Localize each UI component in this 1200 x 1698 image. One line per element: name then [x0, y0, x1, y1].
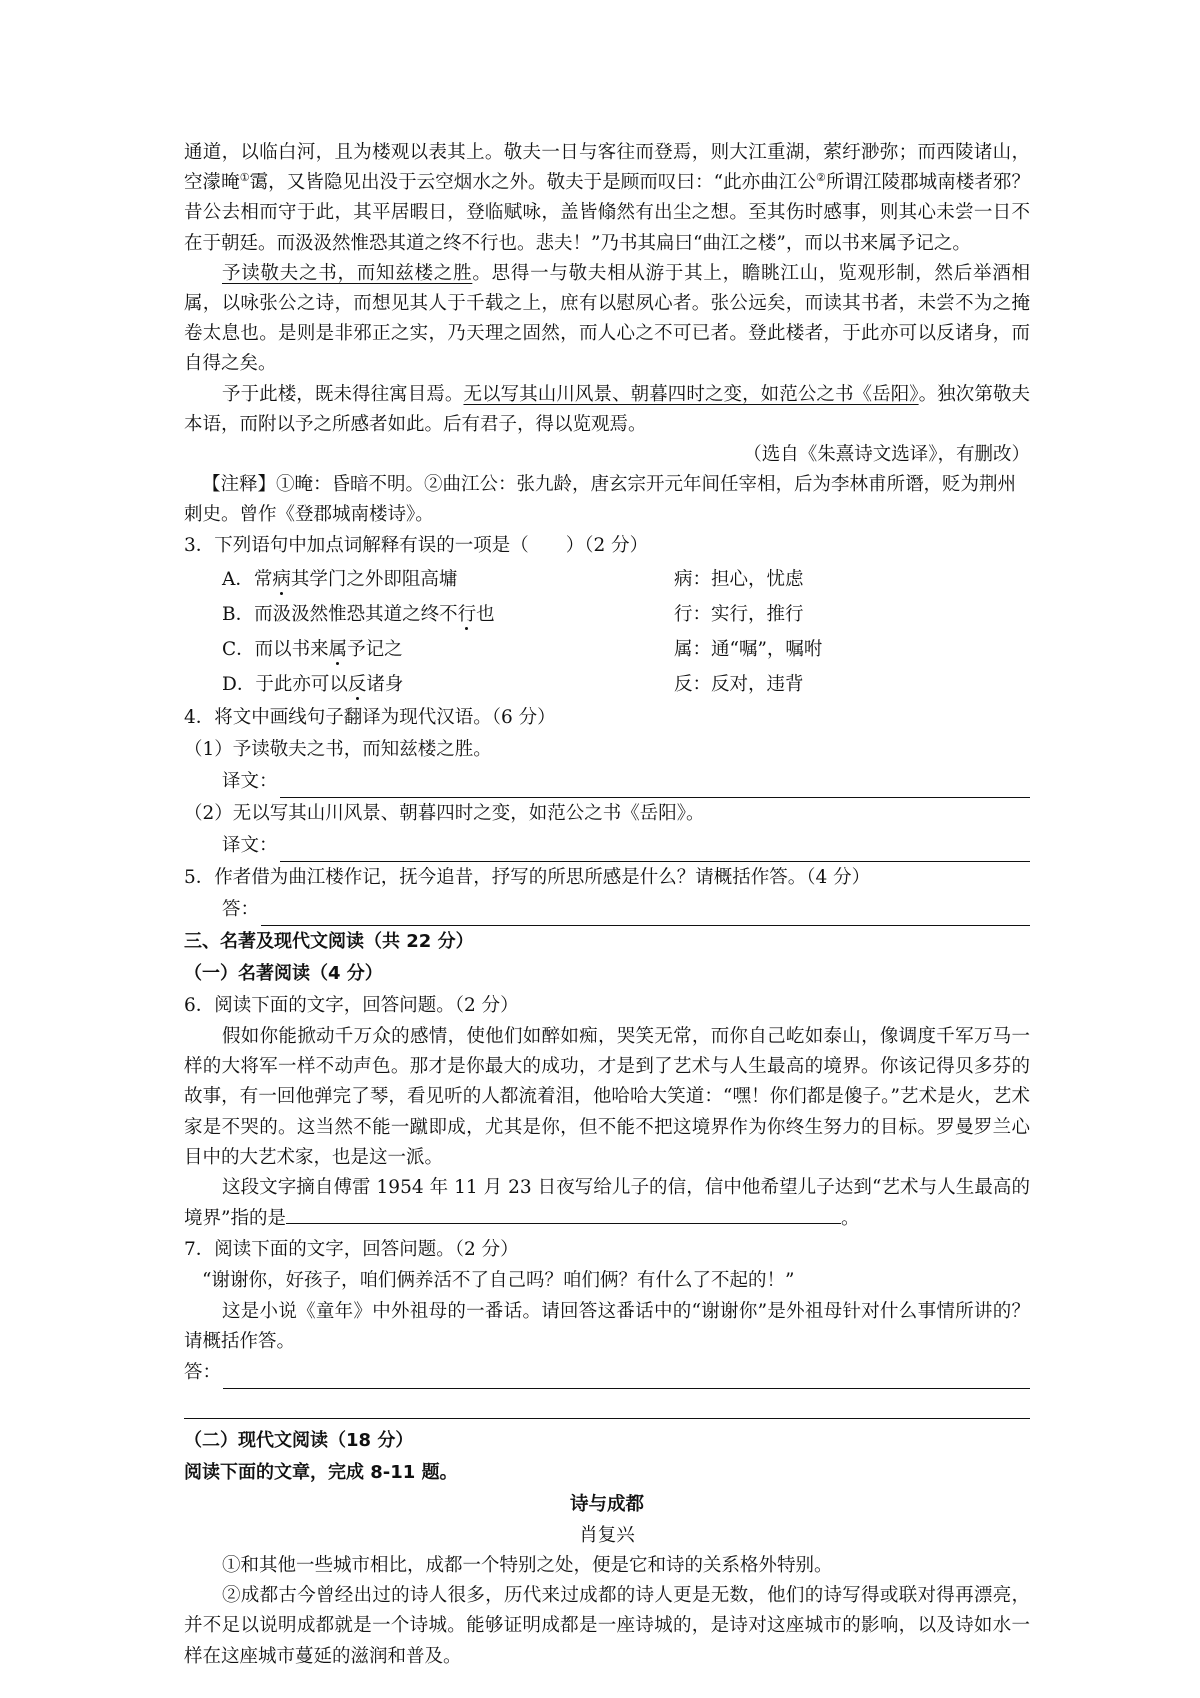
question-6-stem: 6．阅读下面的文字，回答问题。（2 分） — [184, 995, 519, 1017]
question-5-stem: 5．作者借为曲江楼作记，抚今追昔，抒写的所思所感是什么？请概括作答。（4 分） — [184, 867, 871, 889]
option-gloss: 反：反对，违背 — [674, 674, 804, 696]
question-3-stem: 3．下列语句中加点词解释有误的一项是（ ）（2 分） — [184, 535, 649, 557]
option-gloss: 病：担心，忧虑 — [674, 569, 804, 591]
part-2-heading: （二）现代文阅读（18 分） — [184, 1430, 414, 1452]
section-3-heading: 三、名著及现代文阅读（共 22 分） — [184, 931, 474, 953]
passage-paragraph-2: 予读敬夫之书，而知兹楼之胜。思得一与敬夫相从游于其上，瞻眺江山，览观形制，然后举酒相属，以咏张公之诗，而想见其人于千载之上，庶有以慰夙心者。张公远矣，而读其书者，未尝不为之掩卷太息也。是则是非邪正之实，乃天理之固然，而人心之不可已者。登此楼者，于此亦可以反诸身，而自得之矣。 — [184, 262, 1030, 375]
option-d: D．于此亦可以反诸身 反：反对，违背 — [222, 667, 1030, 702]
option-b: B．而汲汲然惟恐其道之终不行也 行：实行，推行 — [222, 597, 1030, 632]
option-c: C．而以书来属予记之 属：通“嘱”，嘱咐 — [222, 632, 1030, 667]
passage-paragraph-3: 予于此楼，既未得往寓目焉。无以写其山川风景、朝暮四时之变，如范公之书《岳阳》。独次第敬夫本语，而附以予之所感者如此。后有君子，得以览观焉。 — [184, 383, 1030, 435]
question-7-stem: 7．阅读下面的文字，回答问题。（2 分） — [184, 1239, 519, 1261]
question-7-answer-line-1[interactable]: 答： — [184, 1357, 1030, 1389]
question-3-options — [184, 562, 1030, 702]
underlined-sentence-2: 无以写其山川风景、朝暮四时之变，如范公之书《岳阳》 — [463, 383, 919, 405]
dotted-word: 属 — [328, 639, 348, 661]
question-7-answer-line-2[interactable] — [184, 1389, 1030, 1419]
option-a: A．常病其学门之外即阻高墉 病：担心，忧虑 — [222, 562, 1030, 597]
dotted-word: 反 — [347, 674, 367, 696]
exam-page — [184, 138, 1030, 1672]
article-paragraph-2: ②成都古今曾经出过的诗人很多，历代来过成都的诗人更是无数，他们的诗写得或联对得再漂亮，并不足以说明成都就是一个诗城。能够证明成都是一座诗城的，是诗对这座城市的影响，以及诗如水一样在这座城市蔓延的滋润和普及。 — [184, 1585, 1030, 1667]
question-5-answer-line[interactable]: 答： — [222, 894, 1030, 926]
section-3-part-1-heading: （一）名著阅读（4 分） — [184, 963, 383, 985]
option-gloss: 行：实行，推行 — [674, 604, 804, 626]
passage-paragraph-1: 通道，以临白河，且为楼观以表其上。敬夫一日与客往而登焉，则大江重湖，萦纡渺弥；而西陵诸山，空濛晻①霭，又皆隐见出没于云空烟水之外。敬夫于是顾而叹曰：“此亦曲江公②所谓江陵郡城南楼者邪？昔公去相而守于此，其平居暇日，登临赋咏，盖皆翛然有出尘之想。至其伤时感事，则其心未尝一日不在于朝廷。而汲汲然惟恐其道之终不行也。悲夫！”乃书其扁曰“曲江之楼”，而以书来属予记之。 — [184, 142, 1030, 254]
dotted-word: 病 — [272, 569, 291, 591]
option-gloss: 属：通“嘱”，嘱咐 — [674, 639, 823, 661]
question-6-fill-blank[interactable] — [286, 1203, 841, 1224]
passage-notes: 【注释】①晻：昏暗不明。②曲江公：张九龄，唐玄宗开元年间任宰相，后为李林甫所谮，贬为荆州刺史。曾作《登郡城南楼诗》。 — [184, 474, 1017, 526]
question-4-answer-line-2[interactable]: 译文： — [222, 830, 1030, 862]
question-6-quote: 假如你能掀动千万众的感情，使他们如醉如痴，哭笑无常，而你自己屹如泰山，像调度千军万马一样的大将军一样不动声色。那才是你最大的成功，才是到了艺术与人生最高的境界。你该记得贝多芬的故事，有一回他弹完了琴，看见听的人都流着泪，他哈哈大笑道：“嘿！你们都是傻子。”艺术是火，艺术家是不哭的。这当然不能一蹴即成，尤其是你，但不能不把这境界作为你终生努力的目标。罗曼罗兰心目中的大艺术家，也是这一派。 — [184, 1026, 1030, 1168]
question-7-quote: “谢谢你，好孩子，咱们俩养活不了自己吗？咱们俩？有什么了不起的！” — [202, 1270, 795, 1292]
article-author: 肖复兴 — [579, 1525, 635, 1547]
passage-source: （选自《朱熹诗文选译》，有删改） — [743, 444, 1030, 466]
dotted-word: 行 — [457, 604, 477, 626]
question-6-prompt: 这段文字摘自傅雷 1954 年 11 月 23 日夜写给儿子的信，信中他希望儿子达到“艺术与人生最高的境界”指的是 。 — [184, 1177, 1030, 1230]
footnote-marker-2: ② — [815, 171, 826, 185]
footnote-marker-1: ① — [239, 171, 250, 185]
question-4-sentence-1: （1）予读敬夫之书，而知兹楼之胜。 — [184, 739, 492, 761]
question-4-stem: 4．将文中画线句子翻译为现代汉语。（6 分） — [184, 707, 556, 729]
underlined-sentence-1: 予读敬夫之书，而知兹楼之胜 — [222, 262, 473, 284]
article-title: 诗与成都 — [569, 1494, 644, 1516]
part-2-instruction: 阅读下面的文章，完成 8-11 题。 — [184, 1462, 458, 1484]
question-4-answer-line-1[interactable]: 译文： — [222, 766, 1030, 798]
question-7-prompt: 这是小说《童年》中外祖母的一番话。请回答这番话中的“谢谢你”是外祖母针对什么事情所讲的？请概括作答。 — [184, 1300, 1030, 1352]
question-4-sentence-2: （2）无以写其山川风景、朝暮四时之变，如范公之书《岳阳》。 — [184, 803, 705, 825]
article-paragraph-1: ①和其他一些城市相比，成都一个特别之处，便是它和诗的关系格外特别。 — [222, 1555, 833, 1577]
